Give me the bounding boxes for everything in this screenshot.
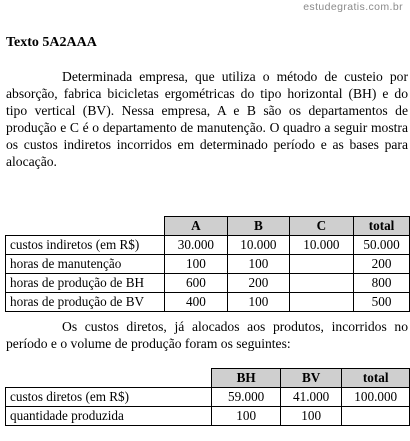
header-bv: BV: [280, 369, 342, 388]
cell-value: 100: [280, 407, 342, 426]
row-label: custos diretos (em R$): [6, 388, 212, 407]
cell-value: 59.000: [212, 388, 280, 407]
cell-value: [289, 255, 353, 274]
cell-value: 800: [354, 274, 410, 293]
cell-value: 41.000: [280, 388, 342, 407]
table-header-row: [6, 217, 410, 236]
table-row: [6, 236, 410, 255]
row-label: custos indiretos (em R$): [6, 236, 165, 255]
header-total: total: [342, 369, 410, 388]
paragraph-direct-costs: Os custos diretos, já alocados aos produtos, incorridos no período e o volume de produção foram os seguintes:: [6, 319, 408, 351]
table-row: [6, 274, 410, 293]
cell-value: 30.000: [164, 236, 227, 255]
text-title: Texto 5A2AAA: [6, 35, 97, 50]
cell-value: 100.000: [342, 388, 410, 407]
table-row: [6, 407, 410, 426]
cell-value: 200: [228, 274, 290, 293]
table-row: [6, 293, 410, 312]
header-dept-c: C: [289, 217, 353, 236]
row-label: quantidade produzida: [6, 407, 212, 426]
row-label: horas de produção de BH: [6, 274, 165, 293]
table-row: [6, 255, 410, 274]
cell-value: [289, 274, 353, 293]
cell-value: 200: [354, 255, 410, 274]
header-dept-a: A: [164, 217, 227, 236]
row-label: horas de produção de BV: [6, 293, 165, 312]
cell-value: 500: [354, 293, 410, 312]
paragraph-intro: Determinada empresa, que utiliza o método de custeio por absorção, fabrica bicicletas ergométricas do tipo horizontal (BH) e do tipo vertical (BV). Nessa empresa, A e B são os departamentos de produção e C é o departamento de manutenção. O quadro a seguir mostra os custos indiretos incorridos em determinado período e as bases para alocação.: [6, 69, 408, 169]
cell-value: [342, 407, 410, 426]
header-bh: BH: [212, 369, 280, 388]
table-header-row: [6, 369, 410, 388]
header-total: total: [354, 217, 410, 236]
header-dept-b: B: [228, 217, 290, 236]
cell-value: 10.000: [289, 236, 353, 255]
cell-value: 100: [164, 255, 227, 274]
cell-value: 100: [228, 255, 290, 274]
cell-value: 600: [164, 274, 227, 293]
empty-header-cell: [6, 369, 212, 388]
empty-header-cell: [6, 217, 165, 236]
cell-value: 100: [212, 407, 280, 426]
cell-value: 400: [164, 293, 227, 312]
table-row: [6, 388, 410, 407]
row-label: horas de manutenção: [6, 255, 165, 274]
cell-value: [289, 293, 353, 312]
watermark: estudegratis.com.br: [303, 1, 403, 13]
cell-value: 50.000: [354, 236, 410, 255]
indirect-costs-table: [5, 216, 410, 312]
cell-value: 10.000: [228, 236, 290, 255]
cell-value: 100: [228, 293, 290, 312]
direct-costs-table: [5, 368, 410, 426]
